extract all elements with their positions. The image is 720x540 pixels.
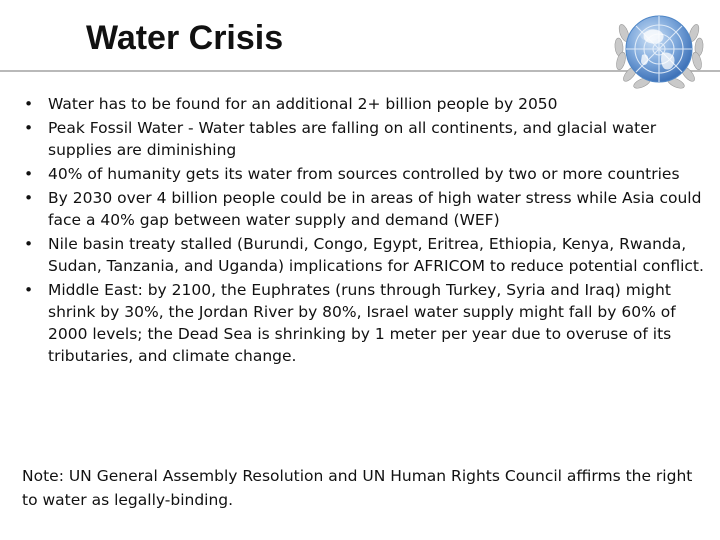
bullet-item: • By 2030 over 4 billion people could be in areas of high water stress while Asia could face a 40% gap between water supply and demand (WEF) [22, 187, 714, 231]
un-emblem-icon [604, 3, 714, 97]
bullet-item: • Peak Fossil Water - Water tables are falling on all continents, and glacial water supplies are diminishing [22, 117, 714, 161]
slide-title: Water Crisis [86, 19, 284, 57]
bullet-item: • Nile basin treaty stalled (Burundi, Congo, Egypt, Eritrea, Ethiopia, Kenya, Rwanda, Sudan, Tanzania, and Uganda) implications for AFRICOM to reduce potential conflict. [22, 233, 714, 277]
bullet-item: • 40% of humanity gets its water from sources controlled by two or more countries [22, 163, 714, 185]
bullet-list [22, 93, 714, 369]
bullet-item: • Middle East: by 2100, the Euphrates (runs through Turkey, Syria and Iraq) might shrink by 30%, the Jordan River by 80%, Israel water supply might fall by 60% of 2000 levels; the Dead Sea is shrinking by 1 meter per year due to overuse of its tributaries, and climate change. [22, 279, 714, 367]
bullet-item: • Water has to be found for an additional 2+ billion people by 2050 [22, 93, 714, 115]
footnote: Note: UN General Assembly Resolution and UN Human Rights Council affirms the right to water as legally-binding. [22, 467, 693, 509]
